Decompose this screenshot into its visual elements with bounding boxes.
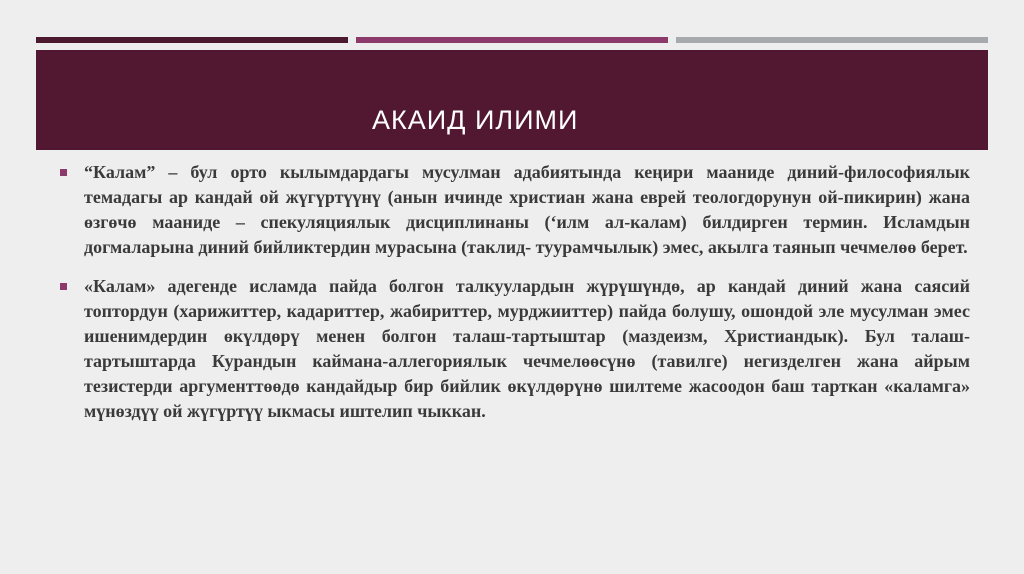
top-stripe-dark bbox=[36, 37, 348, 43]
slide-body bbox=[84, 160, 970, 438]
slide-title: АКАИД ИЛИМИ bbox=[372, 105, 579, 135]
bullet-paragraph-1 bbox=[84, 160, 970, 260]
square-bullet-icon bbox=[60, 169, 67, 176]
bullet-paragraph-2 bbox=[84, 274, 970, 424]
square-bullet-icon bbox=[60, 283, 67, 290]
top-stripe-gray bbox=[676, 37, 988, 43]
paragraph-text: “Калам” – бул орто кылымдардагы мусулман адабиятында кеңири мааниде диний-философиялык темадагы ар кандай ой жүгүртүүнү (анын ичинде христиан жана еврей теологдорунун ой-пикирин) жана өзгөчө мааниде – спекуляциялык дисциплинаны (‘илм ал-калам) билдирген термин. Исламдын догмаларына диний бийликтердин мурасына (таклид- туурамчылык) эмес, акылга таянып чечмелөө берет. bbox=[84, 162, 970, 257]
top-stripe-accent bbox=[356, 37, 668, 43]
paragraph-text: «Калам» адегенде исламда пайда болгон талкуулардын жүрүшүндө, ар кандай диний жана саясий топтордун (харижиттер, кадариттер, жабириттер, мурджииттер) пайда болушу, ошондой эле мусулман эмес ишенимдердин өкүлдөрү менен болгон талаш-тартыштар (маздеизм, Христиандык). Бул талаш-тартыштарда Курандын каймана-аллегориялык чечмелөөсүнө (тавилге) негизделген жана айрым тезистерди аргументтөөдө кандайдыр бир бийлик өкүлдөрүнө шилтеме жасоодон баш тарткан «каламга» мүнөздүү ой жүгүртүү ыкмасы иштелип чыккан. bbox=[84, 276, 970, 421]
